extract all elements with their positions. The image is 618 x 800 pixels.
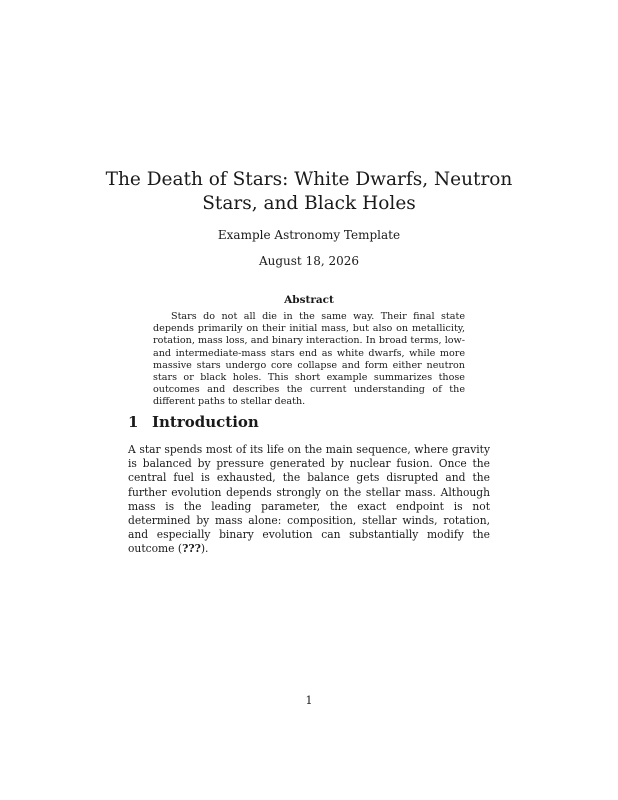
section-heading bbox=[128, 413, 259, 431]
section-number: 1 bbox=[128, 413, 139, 431]
paper-title: The Death of Stars: White Dwarfs, Neutron Stars, and Black Holes bbox=[105, 169, 513, 214]
paper-date: August 18, 2026 bbox=[258, 254, 360, 268]
page-number: 1 bbox=[305, 694, 313, 707]
paper-author: Example Astronomy Template bbox=[217, 228, 401, 242]
section-title: Introduction bbox=[152, 413, 259, 431]
section-paragraph bbox=[128, 443, 490, 557]
paragraph-text: A star spends most of its life on the main sequence, where gravity is balanced by pressure generated by nuclear fusion. Once the central fuel is exhausted, the balance gets disrupted and the further evolution depends strongly on the stellar mass. Although mass is the leading parameter, the exact endpoint is not determined by mass alone: composition, stellar winds, rotation, and especially binary evolution can substantially modify the outcome ( bbox=[128, 443, 490, 556]
abstract-text: Stars do not all die in the same way. Their final state depends primarily on their initial mass, but also on metallicity, rotation, mass loss, and binary interaction. In broad terms, low- and intermediate-mass stars end as white dwarfs, while more massive stars undergo core collapse and form either neutron stars or black holes. This short example summarizes those outcomes and describes the current understanding of the different paths to stellar death. bbox=[153, 311, 465, 408]
abstract-heading: Abstract bbox=[284, 294, 334, 306]
paragraph-text-end: ). bbox=[200, 542, 209, 556]
citation-placeholder[interactable]: ??? bbox=[182, 542, 201, 556]
